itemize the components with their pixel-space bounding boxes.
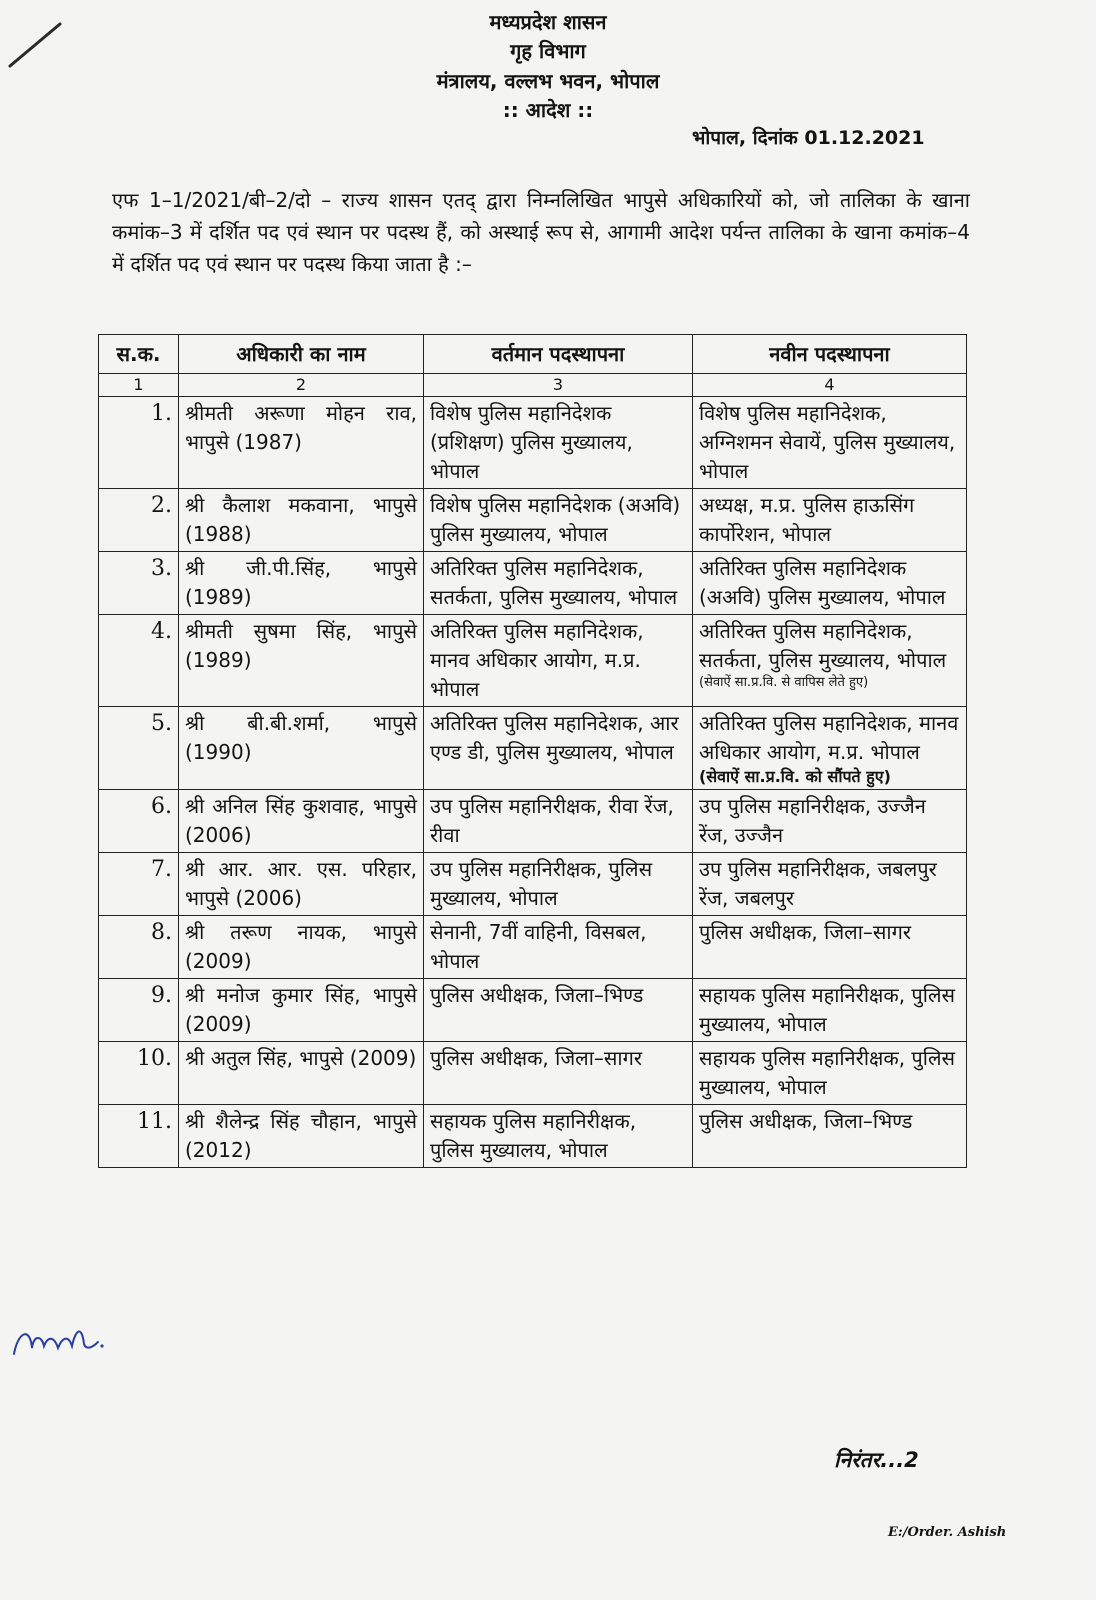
cell-officer-name: श्री बी.बी.शर्मा, भापुसे (1990) [179, 707, 424, 790]
cell-serial-number: 9. [99, 979, 179, 1042]
cell-officer-name: श्री कैलाश मकवाना, भापुसे (1988) [179, 489, 424, 552]
new-posting-text: अतिरिक्त पुलिस महानिदेशक, मानव अधिकार आयोग, म.प्र. भोपाल [699, 711, 959, 764]
cell-current-posting: सहायक पुलिस महानिरीक्षक, पुलिस मुख्यालय, भोपाल [424, 1105, 693, 1168]
new-posting-text: सहायक पुलिस महानिरीक्षक, पुलिस मुख्यालय, भोपाल [699, 983, 956, 1036]
cell-serial-number: 1. [99, 397, 179, 489]
cell-serial-number: 11. [99, 1105, 179, 1168]
table-row [99, 853, 967, 916]
cell-new-posting [693, 615, 967, 707]
table-row [99, 552, 967, 615]
column-header-new-posting: नवीन पदस्थापना [693, 335, 967, 374]
cell-new-posting [693, 397, 967, 489]
new-posting-text: विशेष पुलिस महानिदेशक, अग्निशमन सेवायें, पुलिस मुख्यालय, भोपाल [699, 401, 956, 483]
new-posting-text: अतिरिक्त पुलिस महानिदेशक (अअवि) पुलिस मुख्यालय, भोपाल [699, 556, 946, 609]
cell-officer-name: श्री तरूण नायक, भापुसे (2009) [179, 916, 424, 979]
column-number: 1 [99, 374, 179, 397]
cell-serial-number: 3. [99, 552, 179, 615]
cell-officer-name: श्री जी.पी.सिंह, भापुसे (1989) [179, 552, 424, 615]
table-header-row [99, 335, 967, 374]
table-row [99, 707, 967, 790]
cell-new-posting [693, 1105, 967, 1168]
cell-new-posting [693, 489, 967, 552]
cell-officer-name: श्री शैलेन्द्र सिंह चौहान, भापुसे (2012) [179, 1105, 424, 1168]
column-header-name: अधिकारी का नाम [179, 335, 424, 374]
cell-current-posting: विशेष पुलिस महानिदेशक (अअवि) पुलिस मुख्यालय, भोपाल [424, 489, 693, 552]
cell-serial-number: 6. [99, 790, 179, 853]
cell-new-posting [693, 1042, 967, 1105]
table-body [99, 397, 967, 1168]
cell-new-posting [693, 853, 967, 916]
new-posting-text: अध्यक्ष, म.प्र. पुलिस हाऊसिंग कार्पोरेशन, भोपाल [699, 493, 915, 546]
cell-officer-name: श्री अनिल सिंह कुशवाह, भापुसे (2006) [179, 790, 424, 853]
column-number-row [99, 374, 967, 397]
cell-officer-name: श्री मनोज कुमार सिंह, भापुसे (2009) [179, 979, 424, 1042]
cell-serial-number: 4. [99, 615, 179, 707]
cell-officer-name: श्री अतुल सिंह, भापुसे (2009) [179, 1042, 424, 1105]
new-posting-text: सहायक पुलिस महानिरीक्षक, पुलिस मुख्यालय, भोपाल [699, 1046, 956, 1099]
table-row [99, 489, 967, 552]
transfer-table [98, 334, 967, 1168]
cell-serial-number: 2. [99, 489, 179, 552]
cell-officer-name: श्रीमती अरूणा मोहन राव, भापुसे (1987) [179, 397, 424, 489]
table-row [99, 1042, 967, 1105]
cell-current-posting: अतिरिक्त पुलिस महानिदेशक, आर एण्ड डी, पुलिस मुख्यालय, भोपाल [424, 707, 693, 790]
cell-current-posting: अतिरिक्त पुलिस महानिदेशक, मानव अधिकार आयोग, म.प्र. भोपाल [424, 615, 693, 707]
table-row [99, 1105, 967, 1168]
order-date: भोपाल, दिनांक 01.12.2021 [692, 127, 925, 149]
cell-serial-number: 8. [99, 916, 179, 979]
cell-current-posting: विशेष पुलिस महानिदेशक (प्रशिक्षण) पुलिस मुख्यालय, भोपाल [424, 397, 693, 489]
header-department: गृह विभाग [510, 39, 586, 63]
column-header-sno: स.क. [99, 335, 179, 374]
table-row [99, 979, 967, 1042]
handwritten-signature [8, 1318, 108, 1362]
new-posting-text: उप पुलिस महानिरीक्षक, उज्जैन रेंज, उज्जैन [699, 794, 926, 847]
cell-officer-name: श्री आर. आर. एस. परिहार, भापुसे (2006) [179, 853, 424, 916]
cell-current-posting: पुलिस अधीक्षक, जिला–सागर [424, 1042, 693, 1105]
column-number: 2 [179, 374, 424, 397]
file-reference: E:/Order. Ashish [888, 1525, 1007, 1540]
cell-current-posting: उप पुलिस महानिरीक्षक, पुलिस मुख्यालय, भोपाल [424, 853, 693, 916]
header-address: मंत्रालय, वल्लभ भवन, भोपाल [436, 69, 660, 93]
posting-note: (सेवाऐं सा.प्र.वि. से वापिस लेते हुए) [699, 675, 869, 690]
cell-new-posting [693, 707, 967, 790]
column-header-current-posting: वर्तमान पदस्थापना [424, 335, 693, 374]
continued-marker: निरंतर...2 [834, 1448, 919, 1472]
header-order-title: :: आदेश :: [502, 98, 594, 122]
table-row [99, 397, 967, 489]
cell-officer-name: श्रीमती सुषमा सिंह, भापुसे (1989) [179, 615, 424, 707]
table-row [99, 790, 967, 853]
order-intro-paragraph: एफ 1–1/2021/बी–2/दो – राज्य शासन एतद् द्वारा निम्नलिखित भापुसे अधिकारियों को, जो तालिका के खाना कमांक–3 में दर्शित पद एवं स्थान पर पदस्थ हैं, को अस्थाई रूप से, आगामी आदेश पर्यन्त तालिका के खाना कमांक–4 में दर्शित पद एवं स्थान पर पदस्थ किया जाता है :– [112, 188, 970, 276]
cell-current-posting: पुलिस अधीक्षक, जिला–भिण्ड [424, 979, 693, 1042]
new-posting-text: पुलिस अधीक्षक, जिला–सागर [699, 920, 912, 944]
cell-new-posting [693, 790, 967, 853]
posting-note: (सेवाऐं सा.प्र.वि. को सौंपते हुए) [699, 767, 891, 786]
cell-serial-number: 10. [99, 1042, 179, 1105]
new-posting-text: उप पुलिस महानिरीक्षक, जबलपुर रेंज, जबलपुर [699, 857, 937, 910]
cell-new-posting [693, 916, 967, 979]
column-number: 3 [424, 374, 693, 397]
cell-serial-number: 7. [99, 853, 179, 916]
table-row [99, 916, 967, 979]
header-government: मध्यप्रदेश शासन [489, 10, 607, 34]
new-posting-text: अतिरिक्त पुलिस महानिदेशक, सतर्कता, पुलिस मुख्यालय, भोपाल [699, 619, 947, 672]
new-posting-text: पुलिस अधीक्षक, जिला–भिण्ड [699, 1109, 913, 1133]
cell-current-posting: सेनानी, 7वीं वाहिनी, विसबल, भोपाल [424, 916, 693, 979]
cell-current-posting: अतिरिक्त पुलिस महानिदेशक, सतर्कता, पुलिस मुख्यालय, भोपाल [424, 552, 693, 615]
table-row [99, 615, 967, 707]
column-number: 4 [693, 374, 967, 397]
cell-current-posting: उप पुलिस महानिरीक्षक, रीवा रेंज, रीवा [424, 790, 693, 853]
cell-new-posting [693, 552, 967, 615]
cell-new-posting [693, 979, 967, 1042]
cell-serial-number: 5. [99, 707, 179, 790]
